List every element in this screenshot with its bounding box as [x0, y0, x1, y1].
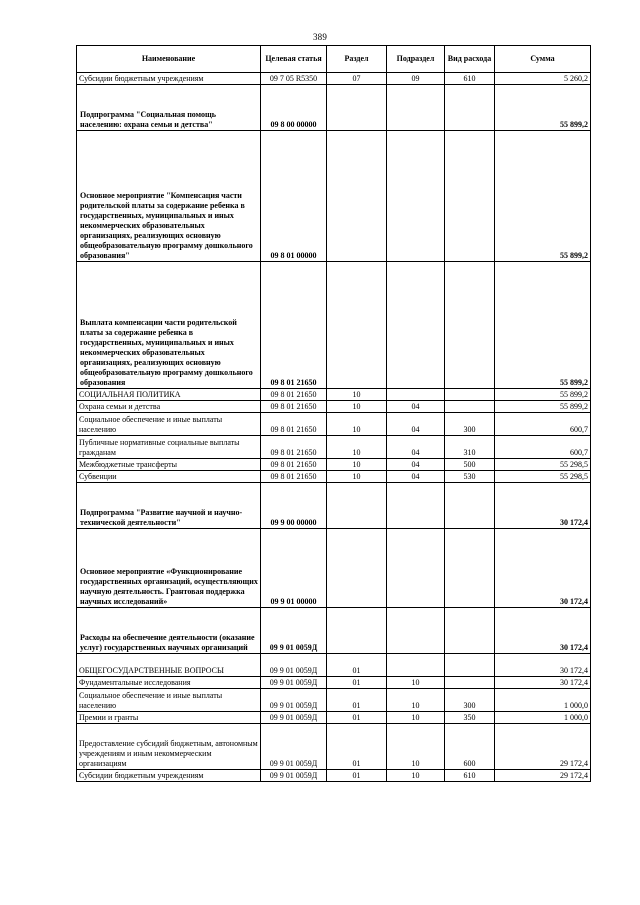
table-row — [77, 724, 591, 770]
row-section: 10 — [327, 436, 387, 459]
row-expense-type — [445, 131, 495, 262]
row-expense-type — [445, 529, 495, 608]
row-name: Основное мероприятие "Компенсация части родительской платы за содержание ребенка в государственных, муниципальных и иных некоммерческих образовательных организациях, реализующих основную общеобразовательную программу дошкольного образования" — [77, 131, 261, 262]
header-section: Раздел — [327, 46, 387, 73]
row-target: 09 8 01 21650 — [261, 262, 327, 389]
row-subsection — [387, 389, 445, 401]
table-row — [77, 85, 591, 131]
row-section — [327, 85, 387, 131]
row-section — [327, 483, 387, 529]
row-subsection — [387, 654, 445, 677]
row-target: 09 8 01 21650 — [261, 389, 327, 401]
header-target-article: Целевая статья — [261, 46, 327, 73]
row-name: Основное мероприятие «Функционирование государственных организаций, осуществляющих научную деятельность. Грантовая поддержка научных исследований» — [77, 529, 261, 608]
row-section: 10 — [327, 389, 387, 401]
table-row — [77, 689, 591, 712]
table-row — [77, 262, 591, 389]
row-expense-type: 300 — [445, 413, 495, 436]
row-name: Субсидии бюджетным учреждениям — [77, 73, 261, 85]
header-sum: Сумма — [495, 46, 591, 73]
row-subsection: 09 — [387, 73, 445, 85]
row-sum: 55 899,2 — [495, 401, 591, 413]
row-expense-type — [445, 608, 495, 654]
row-subsection: 04 — [387, 401, 445, 413]
row-sum: 55 899,2 — [495, 85, 591, 131]
row-expense-type — [445, 85, 495, 131]
row-name: Подпрограмма "Развитие научной и научно-технической деятельности" — [77, 483, 261, 529]
row-target: 09 8 01 21650 — [261, 401, 327, 413]
row-sum: 5 260,2 — [495, 73, 591, 85]
row-subsection — [387, 131, 445, 262]
row-section: 01 — [327, 770, 387, 782]
row-sum: 55 899,2 — [495, 262, 591, 389]
table-row — [77, 401, 591, 413]
row-section: 10 — [327, 471, 387, 483]
table-row — [77, 131, 591, 262]
row-subsection — [387, 85, 445, 131]
row-sum: 30 172,4 — [495, 677, 591, 689]
table-row — [77, 608, 591, 654]
row-subsection: 04 — [387, 459, 445, 471]
row-section: 01 — [327, 712, 387, 724]
row-sum: 1 000,0 — [495, 712, 591, 724]
row-expense-type — [445, 401, 495, 413]
table-row — [77, 73, 591, 85]
row-sum: 55 899,2 — [495, 389, 591, 401]
row-expense-type — [445, 483, 495, 529]
row-name: СОЦИАЛЬНАЯ ПОЛИТИКА — [77, 389, 261, 401]
row-target: 09 9 01 0059Д — [261, 770, 327, 782]
row-target: 09 9 01 0059Д — [261, 724, 327, 770]
table-row — [77, 483, 591, 529]
row-name: Расходы на обеспечение деятельности (оказание услуг) государственных научных организаций — [77, 608, 261, 654]
row-sum: 29 172,4 — [495, 770, 591, 782]
row-section: 01 — [327, 689, 387, 712]
row-sum: 29 172,4 — [495, 724, 591, 770]
row-target: 09 8 00 00000 — [261, 85, 327, 131]
table-row — [77, 712, 591, 724]
row-subsection: 10 — [387, 770, 445, 782]
row-section — [327, 262, 387, 389]
row-name: Выплата компенсации части родительской платы за содержание ребенка в государственных, муниципальных и иных некоммерческих образовательных организациях, реализующих основную общеобразовательную программу дошкольного образования — [77, 262, 261, 389]
row-target: 09 9 01 0059Д — [261, 654, 327, 677]
row-subsection: 04 — [387, 471, 445, 483]
row-target: 09 9 01 00000 — [261, 529, 327, 608]
row-section: 07 — [327, 73, 387, 85]
row-expense-type — [445, 654, 495, 677]
table-header-row — [77, 46, 591, 73]
row-sum: 55 298,5 — [495, 471, 591, 483]
row-expense-type — [445, 262, 495, 389]
row-sum: 30 172,4 — [495, 529, 591, 608]
row-target: 09 9 00 00000 — [261, 483, 327, 529]
row-section: 10 — [327, 401, 387, 413]
row-target: 09 8 01 21650 — [261, 413, 327, 436]
row-name: Фундаментальные исследования — [77, 677, 261, 689]
row-name: Межбюджетные трансферты — [77, 459, 261, 471]
row-sum: 55 899,2 — [495, 131, 591, 262]
table-row — [77, 654, 591, 677]
row-subsection: 10 — [387, 712, 445, 724]
row-target: 09 9 01 0059Д — [261, 677, 327, 689]
row-target: 09 8 01 00000 — [261, 131, 327, 262]
row-section: 10 — [327, 413, 387, 436]
row-subsection — [387, 529, 445, 608]
row-sum: 30 172,4 — [495, 483, 591, 529]
row-target: 09 9 01 0059Д — [261, 608, 327, 654]
row-sum: 30 172,4 — [495, 654, 591, 677]
row-name: Предоставление субсидий бюджетным, автономным учреждениям и иным некоммерческим организациям — [77, 724, 261, 770]
row-sum: 600,7 — [495, 436, 591, 459]
row-section: 10 — [327, 459, 387, 471]
row-name: Охрана семьи и детства — [77, 401, 261, 413]
row-sum: 600,7 — [495, 413, 591, 436]
row-subsection: 10 — [387, 689, 445, 712]
row-subsection: 04 — [387, 413, 445, 436]
row-target: 09 9 01 0059Д — [261, 712, 327, 724]
row-target: 09 7 05 R5350 — [261, 73, 327, 85]
row-name: Субсидии бюджетным учреждениям — [77, 770, 261, 782]
row-subsection — [387, 608, 445, 654]
row-expense-type — [445, 677, 495, 689]
row-target: 09 8 01 21650 — [261, 459, 327, 471]
row-expense-type: 600 — [445, 724, 495, 770]
row-expense-type: 310 — [445, 436, 495, 459]
table-row — [77, 471, 591, 483]
row-name: Субвенции — [77, 471, 261, 483]
budget-table — [76, 45, 591, 782]
header-name: Наименование — [77, 46, 261, 73]
row-subsection: 04 — [387, 436, 445, 459]
row-section — [327, 608, 387, 654]
row-target: 09 8 01 21650 — [261, 471, 327, 483]
page-number: 389 — [312, 32, 328, 42]
row-subsection: 10 — [387, 724, 445, 770]
row-section — [327, 529, 387, 608]
row-target: 09 8 01 21650 — [261, 436, 327, 459]
table-row — [77, 459, 591, 471]
row-name: Социальное обеспечение и иные выплаты населению — [77, 689, 261, 712]
header-expense-type: Вид расхода — [445, 46, 495, 73]
row-name: ОБЩЕГОСУДАРСТВЕННЫЕ ВОПРОСЫ — [77, 654, 261, 677]
row-expense-type: 610 — [445, 73, 495, 85]
header-subsection: Подраздел — [387, 46, 445, 73]
row-expense-type: 300 — [445, 689, 495, 712]
row-section: 01 — [327, 654, 387, 677]
row-expense-type: 350 — [445, 712, 495, 724]
table-row — [77, 677, 591, 689]
row-section: 01 — [327, 677, 387, 689]
row-sum: 30 172,4 — [495, 608, 591, 654]
row-sum: 55 298,5 — [495, 459, 591, 471]
row-name: Подпрограмма "Социальная помощь населению: охрана семьи и детства" — [77, 85, 261, 131]
row-name: Публичные нормативные социальные выплаты гражданам — [77, 436, 261, 459]
row-section: 01 — [327, 724, 387, 770]
table-row — [77, 413, 591, 436]
row-subsection: 10 — [387, 677, 445, 689]
row-name: Премии и гранты — [77, 712, 261, 724]
table-row — [77, 436, 591, 459]
table-row — [77, 529, 591, 608]
row-name: Социальное обеспечение и иные выплаты населению — [77, 413, 261, 436]
row-target: 09 9 01 0059Д — [261, 689, 327, 712]
row-subsection — [387, 483, 445, 529]
row-sum: 1 000,0 — [495, 689, 591, 712]
row-expense-type: 530 — [445, 471, 495, 483]
row-section — [327, 131, 387, 262]
table-row — [77, 389, 591, 401]
table-row — [77, 770, 591, 782]
row-expense-type — [445, 389, 495, 401]
row-expense-type: 610 — [445, 770, 495, 782]
row-expense-type: 500 — [445, 459, 495, 471]
row-subsection — [387, 262, 445, 389]
